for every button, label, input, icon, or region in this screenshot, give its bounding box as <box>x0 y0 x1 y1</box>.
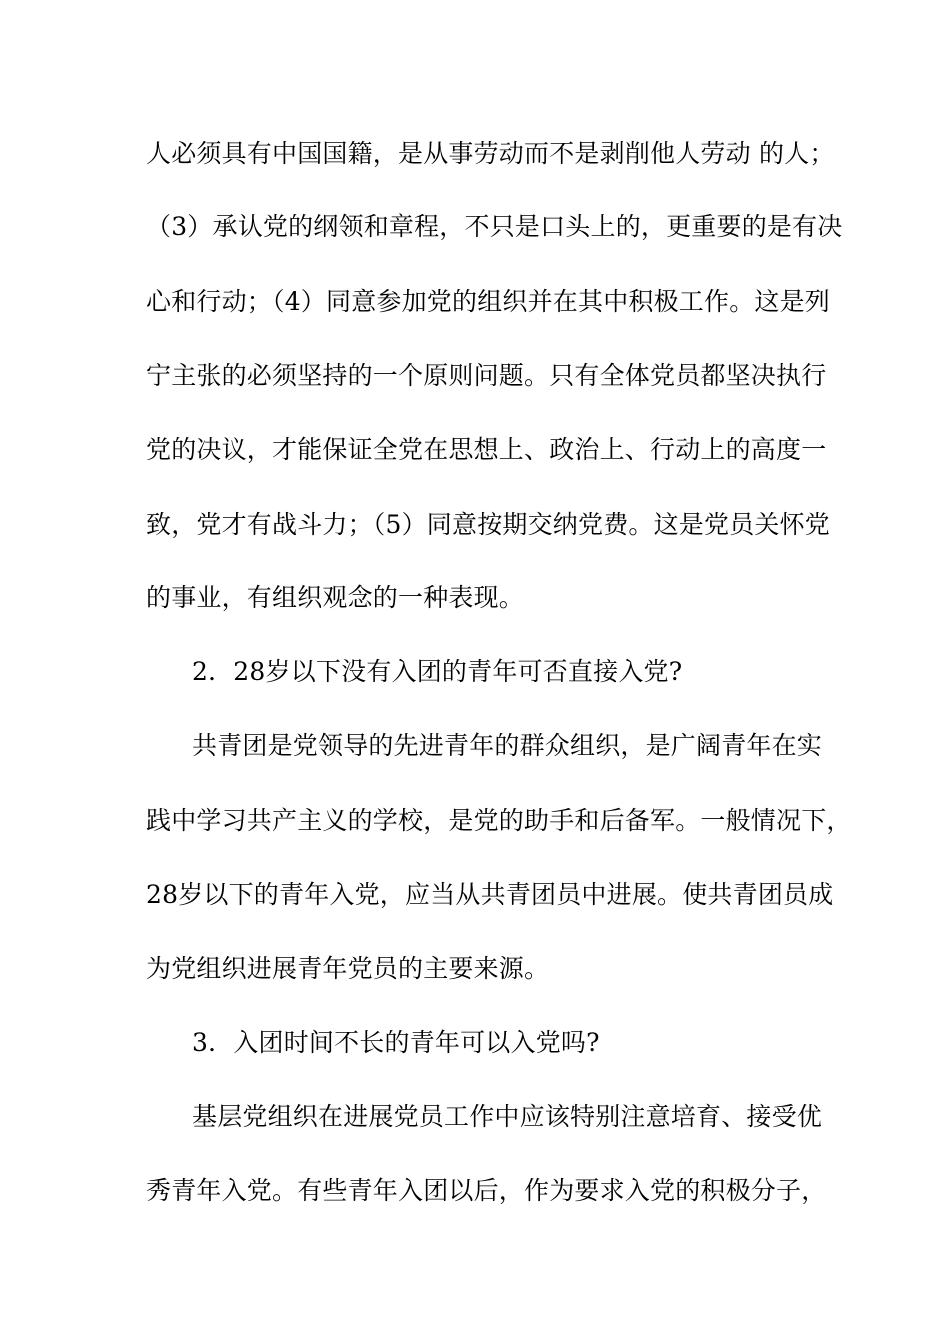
text-line-1: 人必须具有中国国籍，是从事劳动而不是剥削他人劳动 的人； <box>146 139 835 168</box>
question-heading-2: 2．28岁以下没有入团的青年可否直接入党? <box>192 657 683 686</box>
text-line-10: 践中学习共产主义的学校，是党的助手和后备军。一般情况下， <box>146 806 852 835</box>
text-line-14: 基层党组织在进展党员工作中应该特别注意培育、接受优 <box>192 1102 823 1131</box>
text-line-7: 的事业，有组织观念的一种表现。 <box>146 583 525 612</box>
text-line-4: 宁主张的必须坚持的一个原则问题。只有全体党员都坚决执行 <box>146 361 827 390</box>
text-line-11: 28岁以下的青年入党，应当从共青团员中进展。使共青团员成 <box>146 880 834 909</box>
text-line-6: 致，党才有战斗力；（5）同意按期交纳党费。这是党员关怀党 <box>146 510 831 539</box>
text-line-15: 秀青年入党。有些青年入团以后，作为要求入党的积极分子， <box>146 1176 827 1205</box>
text-line-9: 共青团是党领导的先进青年的群众组织，是广阔青年在实 <box>192 731 823 760</box>
text-line-2: （3）承认党的纲领和章程，不只是口头上的，更重要的是有决 <box>146 212 843 241</box>
question-heading-3: 3．入团时间不长的青年可以入党吗? <box>192 1028 600 1057</box>
text-line-3: 心和行动；（4）同意参加党的组织并在其中积极工作。这是列 <box>146 287 831 316</box>
text-line-5: 党的决议，才能保证全党在思想上、政治上、行动上的高度一 <box>146 435 827 464</box>
text-line-12: 为党组织进展青年党员的主要来源。 <box>146 954 550 983</box>
